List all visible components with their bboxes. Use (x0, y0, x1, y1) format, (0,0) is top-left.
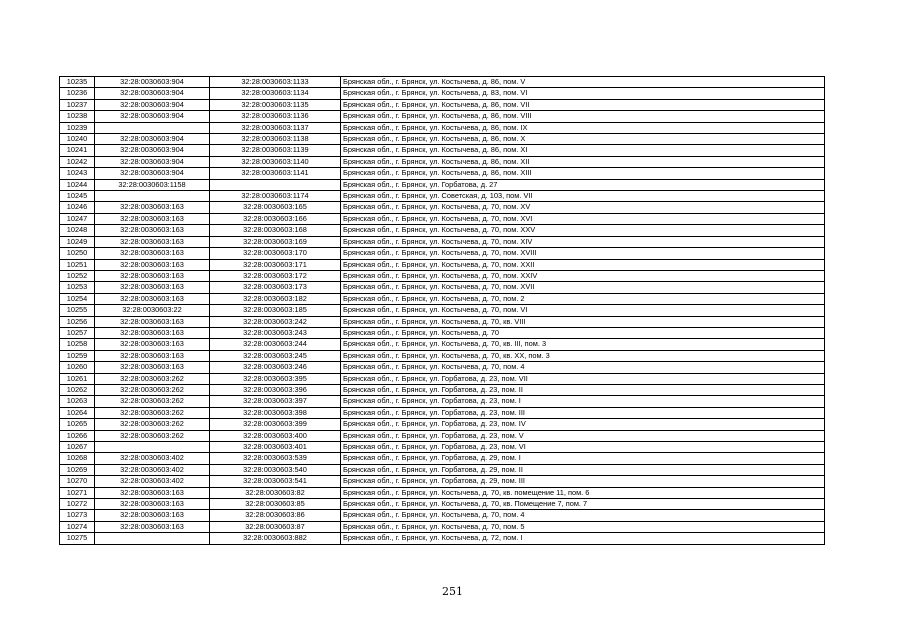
row-number-cell: 10253 (60, 282, 95, 293)
parent-cadastral-cell: 32:28:0030603:163 (95, 236, 210, 247)
row-number-cell: 10243 (60, 168, 95, 179)
parent-cadastral-cell: 32:28:0030603:163 (95, 213, 210, 224)
table-row (60, 316, 825, 327)
parent-cadastral-cell: 32:28:0030603:262 (95, 407, 210, 418)
table-row (60, 282, 825, 293)
parent-cadastral-cell: 32:28:0030603:402 (95, 464, 210, 475)
table-row (60, 202, 825, 213)
row-number-cell: 10275 (60, 533, 95, 544)
cadastral-number-cell: 32:28:0030603:245 (210, 350, 341, 361)
row-number-cell: 10251 (60, 259, 95, 270)
cadastral-number-cell: 32:28:0030603:1135 (210, 99, 341, 110)
row-number-cell: 10241 (60, 145, 95, 156)
address-cell: Брянская обл., г. Брянск, ул. Горбатова, д. 29, пом. I (341, 453, 825, 464)
row-number-cell: 10263 (60, 396, 95, 407)
table-row (60, 168, 825, 179)
cadastral-number-cell: 32:28:0030603:1174 (210, 191, 341, 202)
registry-table (59, 76, 825, 545)
row-number-cell: 10255 (60, 305, 95, 316)
cadastral-number-cell (210, 179, 341, 190)
address-cell: Брянская обл., г. Брянск, ул. Костычева, д. 70 (341, 327, 825, 338)
parent-cadastral-cell (95, 442, 210, 453)
parent-cadastral-cell: 32:28:0030603:163 (95, 225, 210, 236)
address-cell: Брянская обл., г. Брянск, ул. Горбатова, д. 29, пом. III (341, 476, 825, 487)
parent-cadastral-cell: 32:28:0030603:163 (95, 202, 210, 213)
address-cell: Брянская обл., г. Брянск, ул. Костычева, д. 86, пом. X (341, 134, 825, 145)
address-cell: Брянская обл., г. Брянск, ул. Костычева, д. 72, пом. I (341, 533, 825, 544)
row-number-cell: 10258 (60, 339, 95, 350)
parent-cadastral-cell: 32:28:0030603:402 (95, 453, 210, 464)
address-cell: Брянская обл., г. Брянск, ул. Костычева, д. 70, кв. III, пом. 3 (341, 339, 825, 350)
cadastral-number-cell: 32:28:0030603:1139 (210, 145, 341, 156)
parent-cadastral-cell: 32:28:0030603:262 (95, 430, 210, 441)
table-row (60, 236, 825, 247)
cadastral-number-cell: 32:28:0030603:401 (210, 442, 341, 453)
row-number-cell: 10256 (60, 316, 95, 327)
cadastral-number-cell: 32:28:0030603:173 (210, 282, 341, 293)
cadastral-number-cell: 32:28:0030603:170 (210, 248, 341, 259)
address-cell: Брянская обл., г. Брянск, ул. Костычева, д. 86, пом. XIII (341, 168, 825, 179)
row-number-cell: 10248 (60, 225, 95, 236)
address-cell: Брянская обл., г. Брянск, ул. Горбатова, д. 23, пом. V (341, 430, 825, 441)
row-number-cell: 10269 (60, 464, 95, 475)
table-row (60, 521, 825, 532)
address-cell: Брянская обл., г. Брянск, ул. Горбатова, д. 23, пом. I (341, 396, 825, 407)
address-cell: Брянская обл., г. Брянск, ул. Горбатова, д. 29, пом. II (341, 464, 825, 475)
parent-cadastral-cell: 32:28:0030603:163 (95, 362, 210, 373)
table-row (60, 373, 825, 384)
row-number-cell: 10264 (60, 407, 95, 418)
parent-cadastral-cell: 32:28:0030603:163 (95, 327, 210, 338)
cadastral-number-cell: 32:28:0030603:397 (210, 396, 341, 407)
row-number-cell: 10252 (60, 270, 95, 281)
cadastral-number-cell: 32:28:0030603:85 (210, 499, 341, 510)
address-cell: Брянская обл., г. Брянск, ул. Горбатова, д. 23, пом. VI (341, 442, 825, 453)
cadastral-number-cell: 32:28:0030603:541 (210, 476, 341, 487)
row-number-cell: 10259 (60, 350, 95, 361)
cadastral-number-cell: 32:28:0030603:396 (210, 384, 341, 395)
parent-cadastral-cell: 32:28:0030603:163 (95, 316, 210, 327)
address-cell: Брянская обл., г. Брянск, ул. Костычева, д. 70, пом. VI (341, 305, 825, 316)
address-cell: Брянская обл., г. Брянск, ул. Костычева, д. 70, кв. Помещение 7, пом. 7 (341, 499, 825, 510)
row-number-cell: 10244 (60, 179, 95, 190)
cadastral-number-cell: 32:28:0030603:1138 (210, 134, 341, 145)
table-row (60, 145, 825, 156)
parent-cadastral-cell: 32:28:0030603:163 (95, 499, 210, 510)
cadastral-number-cell: 32:28:0030603:165 (210, 202, 341, 213)
row-number-cell: 10272 (60, 499, 95, 510)
table-row (60, 499, 825, 510)
cadastral-number-cell: 32:28:0030603:398 (210, 407, 341, 418)
address-cell: Брянская обл., г. Брянск, ул. Костычева, д. 86, пом. XII (341, 156, 825, 167)
row-number-cell: 10247 (60, 213, 95, 224)
cadastral-number-cell: 32:28:0030603:882 (210, 533, 341, 544)
table-row (60, 122, 825, 133)
row-number-cell: 10246 (60, 202, 95, 213)
address-cell: Брянская обл., г. Брянск, ул. Костычева, д. 70, пом. XVII (341, 282, 825, 293)
table-row (60, 259, 825, 270)
row-number-cell: 10262 (60, 384, 95, 395)
cadastral-number-cell: 32:28:0030603:246 (210, 362, 341, 373)
table-row (60, 134, 825, 145)
table-row (60, 384, 825, 395)
parent-cadastral-cell (95, 533, 210, 544)
row-number-cell: 10235 (60, 77, 95, 88)
parent-cadastral-cell: 32:28:0030603:163 (95, 339, 210, 350)
row-number-cell: 10240 (60, 134, 95, 145)
cadastral-number-cell: 32:28:0030603:242 (210, 316, 341, 327)
address-cell: Брянская обл., г. Брянск, ул. Костычева, д. 70, пом. 2 (341, 293, 825, 304)
row-number-cell: 10260 (60, 362, 95, 373)
address-cell: Брянская обл., г. Брянск, ул. Костычева, д. 70, кв. XX, пом. 3 (341, 350, 825, 361)
table-row (60, 362, 825, 373)
row-number-cell: 10265 (60, 419, 95, 430)
parent-cadastral-cell: 32:28:0030603:163 (95, 270, 210, 281)
table-row (60, 339, 825, 350)
address-cell: Брянская обл., г. Брянск, ул. Костычева, д. 70, пом. XV (341, 202, 825, 213)
row-number-cell: 10249 (60, 236, 95, 247)
cadastral-number-cell: 32:28:0030603:1140 (210, 156, 341, 167)
row-number-cell: 10239 (60, 122, 95, 133)
address-cell: Брянская обл., г. Брянск, ул. Костычева, д. 86, пом. VII (341, 99, 825, 110)
table-row (60, 77, 825, 88)
cadastral-number-cell: 32:28:0030603:1133 (210, 77, 341, 88)
address-cell: Брянская обл., г. Брянск, ул. Костычева, д. 83, пом. VI (341, 88, 825, 99)
row-number-cell: 10250 (60, 248, 95, 259)
cadastral-number-cell: 32:28:0030603:166 (210, 213, 341, 224)
parent-cadastral-cell: 32:28:0030603:1158 (95, 179, 210, 190)
cadastral-number-cell: 32:28:0030603:87 (210, 521, 341, 532)
cadastral-number-cell: 32:28:0030603:168 (210, 225, 341, 236)
table-row (60, 225, 825, 236)
table-row (60, 430, 825, 441)
table-row (60, 248, 825, 259)
address-cell: Брянская обл., г. Брянск, ул. Горбатова, д. 27 (341, 179, 825, 190)
parent-cadastral-cell: 32:28:0030603:163 (95, 350, 210, 361)
table-row (60, 88, 825, 99)
row-number-cell: 10257 (60, 327, 95, 338)
parent-cadastral-cell: 32:28:0030603:402 (95, 476, 210, 487)
cadastral-number-cell: 32:28:0030603:244 (210, 339, 341, 350)
parent-cadastral-cell (95, 122, 210, 133)
row-number-cell: 10266 (60, 430, 95, 441)
parent-cadastral-cell: 32:28:0030603:163 (95, 293, 210, 304)
table-row (60, 419, 825, 430)
parent-cadastral-cell: 32:28:0030603:163 (95, 248, 210, 259)
parent-cadastral-cell: 32:28:0030603:904 (95, 168, 210, 179)
address-cell: Брянская обл., г. Брянск, ул. Горбатова, д. 23, пом. III (341, 407, 825, 418)
parent-cadastral-cell: 32:28:0030603:904 (95, 134, 210, 145)
row-number-cell: 10261 (60, 373, 95, 384)
parent-cadastral-cell: 32:28:0030603:22 (95, 305, 210, 316)
table-row (60, 487, 825, 498)
table-row (60, 191, 825, 202)
parent-cadastral-cell: 32:28:0030603:904 (95, 156, 210, 167)
cadastral-number-cell: 32:28:0030603:395 (210, 373, 341, 384)
parent-cadastral-cell: 32:28:0030603:163 (95, 510, 210, 521)
address-cell: Брянская обл., г. Брянск, ул. Костычева, д. 70, пом. 5 (341, 521, 825, 532)
parent-cadastral-cell: 32:28:0030603:262 (95, 396, 210, 407)
parent-cadastral-cell: 32:28:0030603:904 (95, 99, 210, 110)
parent-cadastral-cell: 32:28:0030603:163 (95, 259, 210, 270)
page-number: 251 (442, 585, 463, 598)
table-row (60, 442, 825, 453)
cadastral-number-cell: 32:28:0030603:169 (210, 236, 341, 247)
address-cell: Брянская обл., г. Брянск, ул. Костычева, д. 70, пом. 4 (341, 510, 825, 521)
parent-cadastral-cell: 32:28:0030603:163 (95, 282, 210, 293)
cadastral-number-cell: 32:28:0030603:172 (210, 270, 341, 281)
address-cell: Брянская обл., г. Брянск, ул. Костычева, д. 70, пом. 4 (341, 362, 825, 373)
cadastral-number-cell: 32:28:0030603:540 (210, 464, 341, 475)
parent-cadastral-cell: 32:28:0030603:262 (95, 384, 210, 395)
cadastral-number-cell: 32:28:0030603:1136 (210, 111, 341, 122)
parent-cadastral-cell (95, 191, 210, 202)
cadastral-number-cell: 32:28:0030603:182 (210, 293, 341, 304)
address-cell: Брянская обл., г. Брянск, ул. Костычева, д. 70, пом. XXV (341, 225, 825, 236)
table-row (60, 453, 825, 464)
row-number-cell: 10254 (60, 293, 95, 304)
parent-cadastral-cell: 32:28:0030603:262 (95, 373, 210, 384)
table-row (60, 327, 825, 338)
parent-cadastral-cell: 32:28:0030603:262 (95, 419, 210, 430)
registry-table-body (60, 77, 825, 545)
cadastral-number-cell: 32:28:0030603:1141 (210, 168, 341, 179)
parent-cadastral-cell: 32:28:0030603:904 (95, 111, 210, 122)
parent-cadastral-cell: 32:28:0030603:904 (95, 88, 210, 99)
address-cell: Брянская обл., г. Брянск, ул. Костычева, д. 86, пом. XI (341, 145, 825, 156)
cadastral-number-cell: 32:28:0030603:86 (210, 510, 341, 521)
table-row (60, 396, 825, 407)
table-row (60, 407, 825, 418)
cadastral-number-cell: 32:28:0030603:82 (210, 487, 341, 498)
cadastral-number-cell: 32:28:0030603:185 (210, 305, 341, 316)
address-cell: Брянская обл., г. Брянск, ул. Костычева, д. 70, кв. VIII (341, 316, 825, 327)
cadastral-number-cell: 32:28:0030603:1137 (210, 122, 341, 133)
table-row (60, 156, 825, 167)
row-number-cell: 10273 (60, 510, 95, 521)
table-row (60, 179, 825, 190)
table-row (60, 111, 825, 122)
table-row (60, 533, 825, 544)
table-row (60, 293, 825, 304)
table-row (60, 213, 825, 224)
address-cell: Брянская обл., г. Брянск, ул. Костычева, д. 86, пом. IX (341, 122, 825, 133)
parent-cadastral-cell: 32:28:0030603:163 (95, 521, 210, 532)
address-cell: Брянская обл., г. Брянск, ул. Костычева, д. 70, пом. XVIII (341, 248, 825, 259)
address-cell: Брянская обл., г. Брянск, ул. Горбатова, д. 23, пом. II (341, 384, 825, 395)
parent-cadastral-cell: 32:28:0030603:904 (95, 145, 210, 156)
table-row (60, 270, 825, 281)
table-row (60, 510, 825, 521)
row-number-cell: 10267 (60, 442, 95, 453)
row-number-cell: 10238 (60, 111, 95, 122)
table-row (60, 350, 825, 361)
cadastral-number-cell: 32:28:0030603:399 (210, 419, 341, 430)
row-number-cell: 10236 (60, 88, 95, 99)
table-row (60, 476, 825, 487)
address-cell: Брянская обл., г. Брянск, ул. Костычева, д. 86, пом. V (341, 77, 825, 88)
address-cell: Брянская обл., г. Брянск, ул. Горбатова, д. 23, пом. VII (341, 373, 825, 384)
address-cell: Брянская обл., г. Брянск, ул. Костычева, д. 70, пом. XIV (341, 236, 825, 247)
row-number-cell: 10270 (60, 476, 95, 487)
row-number-cell: 10242 (60, 156, 95, 167)
cadastral-number-cell: 32:28:0030603:243 (210, 327, 341, 338)
cadastral-number-cell: 32:28:0030603:539 (210, 453, 341, 464)
row-number-cell: 10271 (60, 487, 95, 498)
row-number-cell: 10274 (60, 521, 95, 532)
address-cell: Брянская обл., г. Брянск, ул. Горбатова, д. 23, пом. IV (341, 419, 825, 430)
address-cell: Брянская обл., г. Брянск, ул. Костычева, д. 70, пом. XXIV (341, 270, 825, 281)
address-cell: Брянская обл., г. Брянск, ул. Костычева, д. 70, кв. помещение 11, пом. 6 (341, 487, 825, 498)
address-cell: Брянская обл., г. Брянск, ул. Костычева, д. 86, пом. VIII (341, 111, 825, 122)
cadastral-number-cell: 32:28:0030603:171 (210, 259, 341, 270)
cadastral-number-cell: 32:28:0030603:400 (210, 430, 341, 441)
address-cell: Брянская обл., г. Брянск, ул. Советская, д. 103, пом. VII (341, 191, 825, 202)
table-row (60, 99, 825, 110)
cadastral-number-cell: 32:28:0030603:1134 (210, 88, 341, 99)
table-row (60, 305, 825, 316)
parent-cadastral-cell: 32:28:0030603:904 (95, 77, 210, 88)
row-number-cell: 10245 (60, 191, 95, 202)
table-row (60, 464, 825, 475)
address-cell: Брянская обл., г. Брянск, ул. Костычева, д. 70, пом. XVI (341, 213, 825, 224)
row-number-cell: 10237 (60, 99, 95, 110)
parent-cadastral-cell: 32:28:0030603:163 (95, 487, 210, 498)
address-cell: Брянская обл., г. Брянск, ул. Костычева, д. 70, пом. XXII (341, 259, 825, 270)
row-number-cell: 10268 (60, 453, 95, 464)
